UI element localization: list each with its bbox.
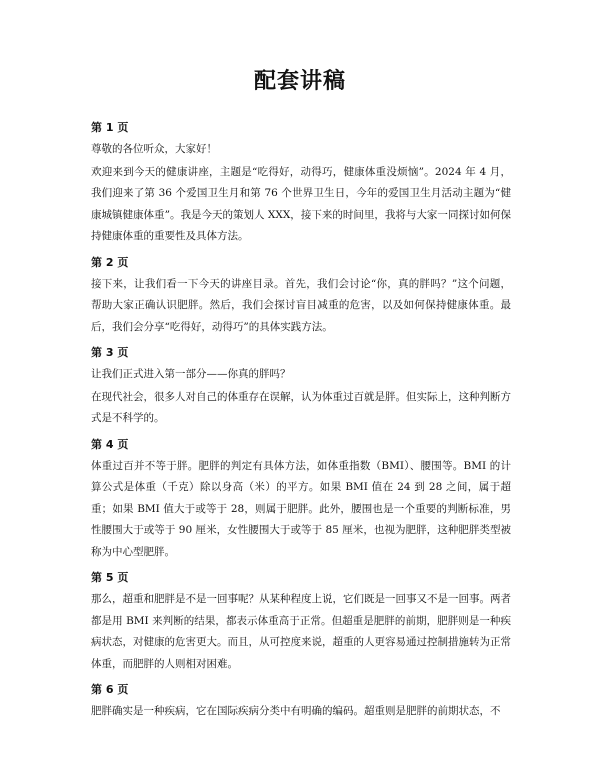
section-page-3 — [91, 343, 511, 430]
section-heading: 第 2 页 — [91, 255, 129, 269]
section-heading: 第 3 页 — [91, 346, 129, 359]
paragraph: 让我们正式进入第一部分——你真的胖吗？ — [91, 368, 291, 380]
paragraph: 那么，超重和肥胖是不是一回事呢？从某种程度上说，它们既是一回事又不是一回事。两者都是用 BMI 来判断的结果，都表示体重高于正常。但超重是肥胖的前期，肥胖则是一种疾病状态，对健康的危害更大。而且，从可控度来说，超重的人更容易通过控制措施转为正常体重，而肥胖的人则相对困难。 — [91, 593, 511, 670]
document-title: 配套讲稿 — [253, 69, 346, 94]
section-page-5 — [91, 568, 511, 675]
paragraph: 欢迎来到今天的健康讲座，主题是“吃得好，动得巧，健康体重没烦恼”。2024 年 4 月，我们迎来了第 36 个爱国卫生月和第 76 个世界卫生日，今年的爱国卫生月活动主题为“健康城镇健康体重”。我是今天的策划人 XXX，接下来的时间里，我将与大家一同探讨如何保持健康体重的重要性及具体方法。 — [91, 165, 511, 242]
paragraph: 接下来，让我们看一下今天的讲座目录。首先，我们会讨论“你，真的胖吗？”这个问题，帮助大家正确认识肥胖。然后，我们会探讨盲目减重的危害，以及如何保持健康体重。最后，我们会分享“吃得好，动得巧”的具体实践方法。 — [91, 277, 511, 333]
paragraph: 肥胖确实是一种疾病，它在国际疾病分类中有明确的编码。超重则是肥胖的前期状态，不 — [91, 705, 501, 717]
section-heading: 第 1 页 — [91, 121, 129, 134]
section-page-2 — [91, 253, 511, 339]
section-page-4 — [91, 435, 511, 564]
section-heading: 第 6 页 — [91, 683, 129, 696]
paragraph: 尊敬的各位听众，大家好！ — [91, 143, 217, 155]
document-body — [91, 118, 511, 728]
paragraph: 体重过百并不等于胖。肥胖的判定有具体方法，如体重指数（BMI）、腰围等。BMI 的计算公式是体重（千克）除以身高（米）的平方。如果 BMI 值在 24 到 28 之间，属于超重；如果 BMI 值大于或等于 28，则属于肥胖。此外，腰围也是一个重要的判断标准，男性腰围大于或等于 90 厘米，女性腰围大于或等于 85 厘米，也视为肥胖，这种肥胖类型被称为中心型肥胖。 — [91, 459, 511, 558]
paragraph: 在现代社会，很多人对自己的体重存在误解，认为体重过百就是胖。但实际上，这种判断方式是不科学的。 — [91, 390, 511, 424]
section-page-1 — [91, 118, 511, 248]
section-heading: 第 4 页 — [91, 437, 129, 451]
section-page-6 — [91, 680, 511, 723]
section-heading: 第 5 页 — [91, 571, 129, 584]
